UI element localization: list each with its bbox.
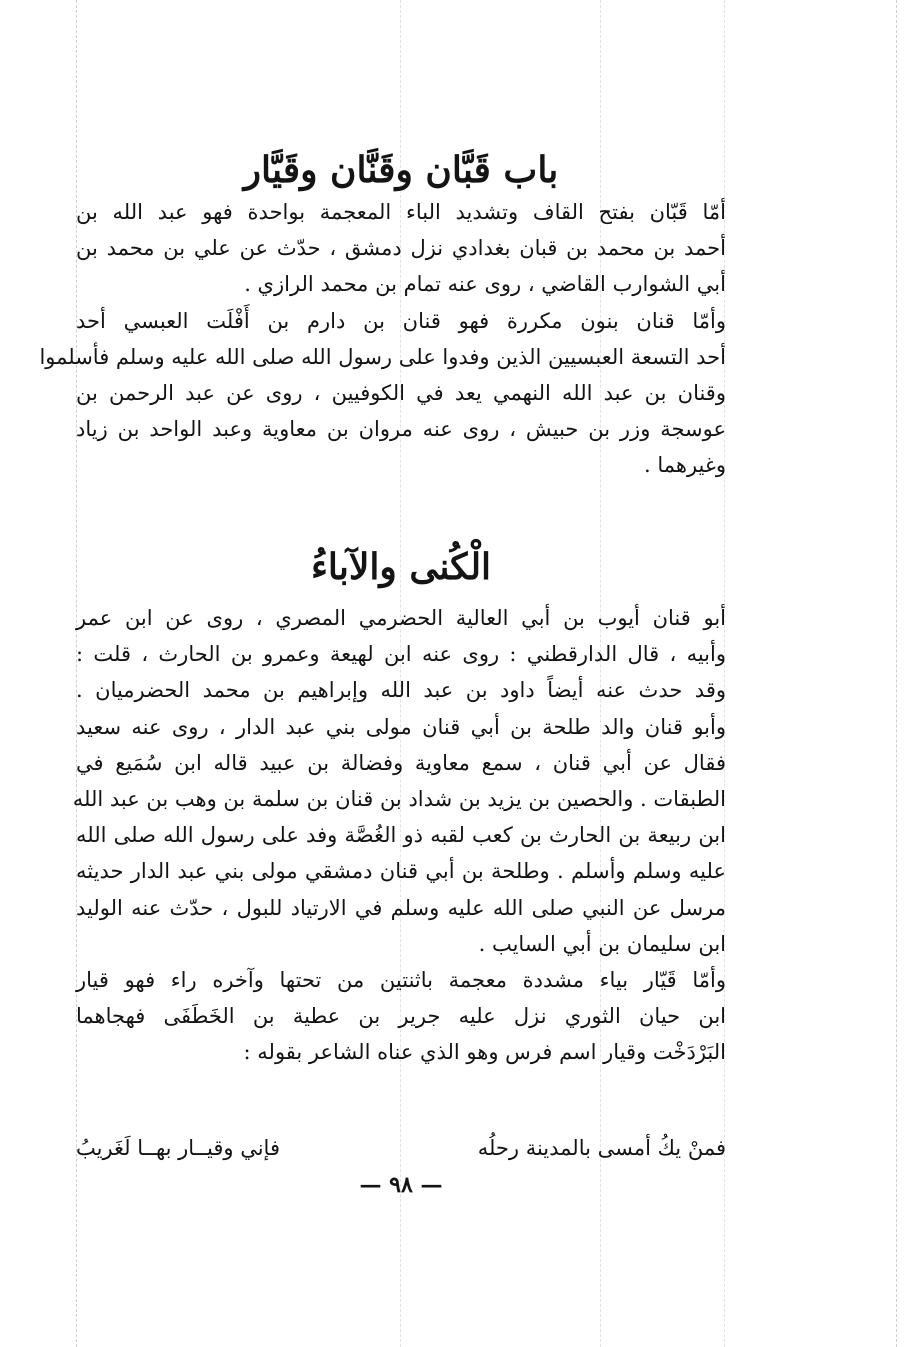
- text-line: البَرْدَخْت وقيار اسم فرس وهو الذي عناه الشاعر بقوله :: [243, 1040, 726, 1065]
- text-line: وأمّا قَيّار بياء مشددة معجمة باثنتين من تحتها وآخره راء فهو قيار: [76, 968, 726, 993]
- text-line: أحمد بن محمد بن قبان بغدادي نزل دمشق ، حدّث عن علي بن محمد بن: [76, 236, 726, 261]
- text-line: ابن سليمان بن أبي السايب .: [478, 931, 726, 956]
- text-line: أبو قنان أيوب بن أبي العالية الحضرمي المصري ، روى عن ابن عمر: [76, 606, 726, 630]
- section-body: [39, 194, 726, 484]
- section-heading: باب قَبَّان وقَنَّان وقَيَّار: [243, 149, 559, 191]
- page-number: — ٩٨ —: [359, 1172, 443, 1198]
- text-line: وقد حدث عنه أيضاً داود بن عبد الله وإبراهيم بن محمد الحضرميان .: [76, 678, 726, 703]
- text-line: وأبو قنان والد طلحة بن أبي قنان مولى بني عبد الدار ، روى عنه سعيد: [76, 714, 726, 739]
- paragraph: [72, 600, 726, 962]
- text-line: فقال عن أبي قنان ، سمع معاوية وفضالة بن عبيد قاله ابن سُمَيع في: [76, 750, 726, 775]
- text-line: وقنان بن عبد الله النهمي يعد في الكوفيين ، روى عن عبد الرحمن بن: [76, 381, 726, 406]
- text-line: ابن حيان الثوري نزل عليه جرير بن عطية بن الخَطَفَى فهجاهما: [76, 1004, 726, 1029]
- text-line: مرسل عن النبي صلى الله عليه وسلم في الارتياد للبول ، حدّث عنه الوليد: [76, 895, 726, 920]
- text-line: أمّا قَبّان بفتح القاف وتشديد الباء المعجمة بواحدة فهو عبد الله بن: [76, 200, 726, 224]
- paragraph: [39, 303, 726, 484]
- text-line: أبي الشوارب القاضي ، روى عنه تمام بن محمد الرازي .: [244, 272, 726, 297]
- text-line: الطبقات . والحصين بن يزيد بن شداد بن قنان بن سلمة بن وهب بن عبد الله: [72, 787, 726, 812]
- paragraph: [76, 962, 726, 1071]
- section-body: [72, 600, 726, 1071]
- section-heading: الْكُنى والآباءُ: [310, 546, 492, 588]
- poetry-verse: [76, 1130, 726, 1166]
- text-line: ابن ربيعة بن الحارث بن كعب لقبه ذو الغُصَّة وفد على رسول الله صلى الله: [76, 823, 726, 848]
- verse-second-hemistich: فإني وقيــار بهــا لَغَريبُ: [76, 1136, 280, 1160]
- text-line: عليه وسلم وأسلم . وطلحة بن أبي قنان دمشقي مولى بني عبد الدار حديثه: [76, 859, 726, 884]
- text-line: عوسجة وزر بن حبيش ، روى عنه مروان بن معاوية وعبد الواحد بن زياد: [76, 417, 726, 442]
- text-line: أحد التسعة العبسيين الذين وفدوا على رسول الله صلى الله عليه وسلم فأسلموا: [39, 344, 726, 369]
- text-line: وأمّا قنان بنون مكررة فهو قنان بن دارم بن أَفْلَت العبسي أحد: [76, 308, 726, 333]
- scan-guide-line: [896, 0, 897, 1347]
- text-line: وغيرهما .: [643, 453, 726, 478]
- paragraph: [76, 194, 726, 303]
- text-line: وأبيه ، قال الدارقطني : روى عنه ابن لهيعة وعمرو بن الحارث ، قلت :: [76, 642, 726, 667]
- verse-first-hemistich: فمنْ يكُ أمسى بالمدينة رحلُه: [477, 1136, 726, 1160]
